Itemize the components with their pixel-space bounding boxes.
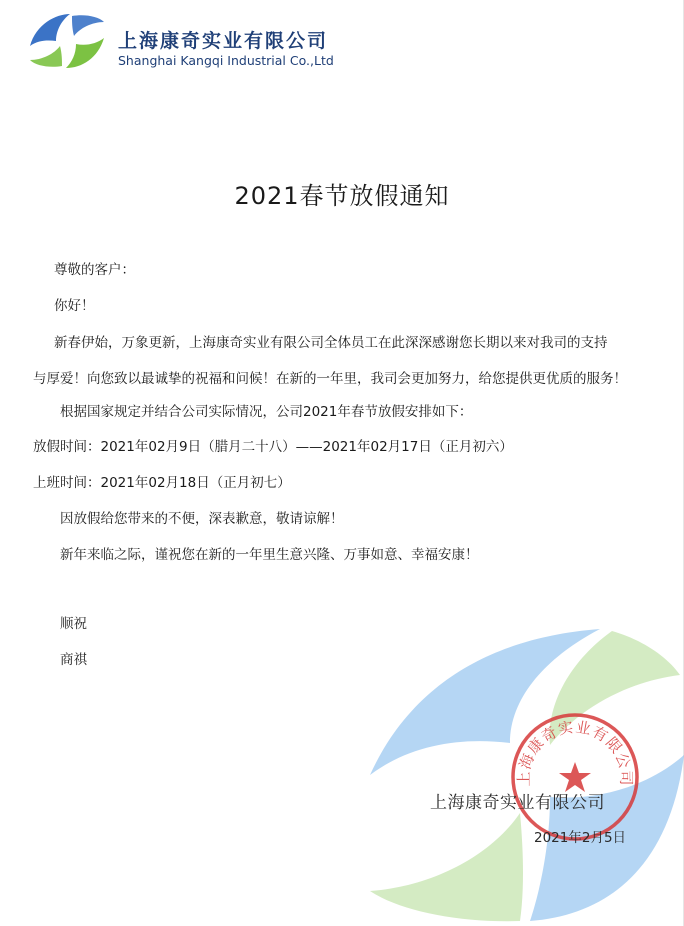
greeting: 你好！ bbox=[54, 298, 95, 314]
new-year-wish: 新年来临之际，谨祝您在新的一年里生意兴隆、万事如意、幸福安康！ bbox=[60, 547, 479, 563]
work-time: 上班时间：2021年02月18日（正月初七） bbox=[33, 475, 291, 491]
kangqi-logo-icon bbox=[26, 10, 106, 70]
company-seal-icon bbox=[508, 710, 642, 844]
paragraph-2: 根据国家规定并结合公司实际情况，公司2021年春节放假安排如下： bbox=[60, 404, 473, 420]
paragraph-1-line-2: 与厚爱！向您致以最诚挚的祝福和问候！在新的一年里，我司会更加努力，给您提供更优质的服务！ bbox=[33, 371, 627, 387]
holiday-time: 放假时间：2021年02月9日（腊月二十八）——2021年02月17日（正月初六） bbox=[33, 439, 513, 455]
apology: 因放假给您带来的不便，深表歉意，敬请谅解！ bbox=[60, 511, 344, 527]
signature-company: 上海康奇实业有限公司 bbox=[430, 793, 605, 813]
signature-date: 2021年2月5日 bbox=[534, 830, 627, 846]
paragraph-1-line-1: 新春伊始，万象更新，上海康奇实业有限公司全体员工在此深深感谢您长期以来对我司的支持 bbox=[54, 335, 608, 351]
closing-1: 顺祝 bbox=[60, 616, 87, 632]
letterhead-company-cn: 上海康奇实业有限公司 bbox=[118, 30, 329, 52]
notice-title: 2021春节放假通知 bbox=[234, 182, 450, 210]
seal-text: 上海康奇实业有限公司 bbox=[514, 717, 636, 787]
letterhead-company-en: Shanghai Kangqi Industrial Co.,Ltd bbox=[118, 53, 334, 68]
salutation: 尊敬的客户： bbox=[54, 262, 135, 278]
closing-2: 商祺 bbox=[60, 652, 87, 668]
